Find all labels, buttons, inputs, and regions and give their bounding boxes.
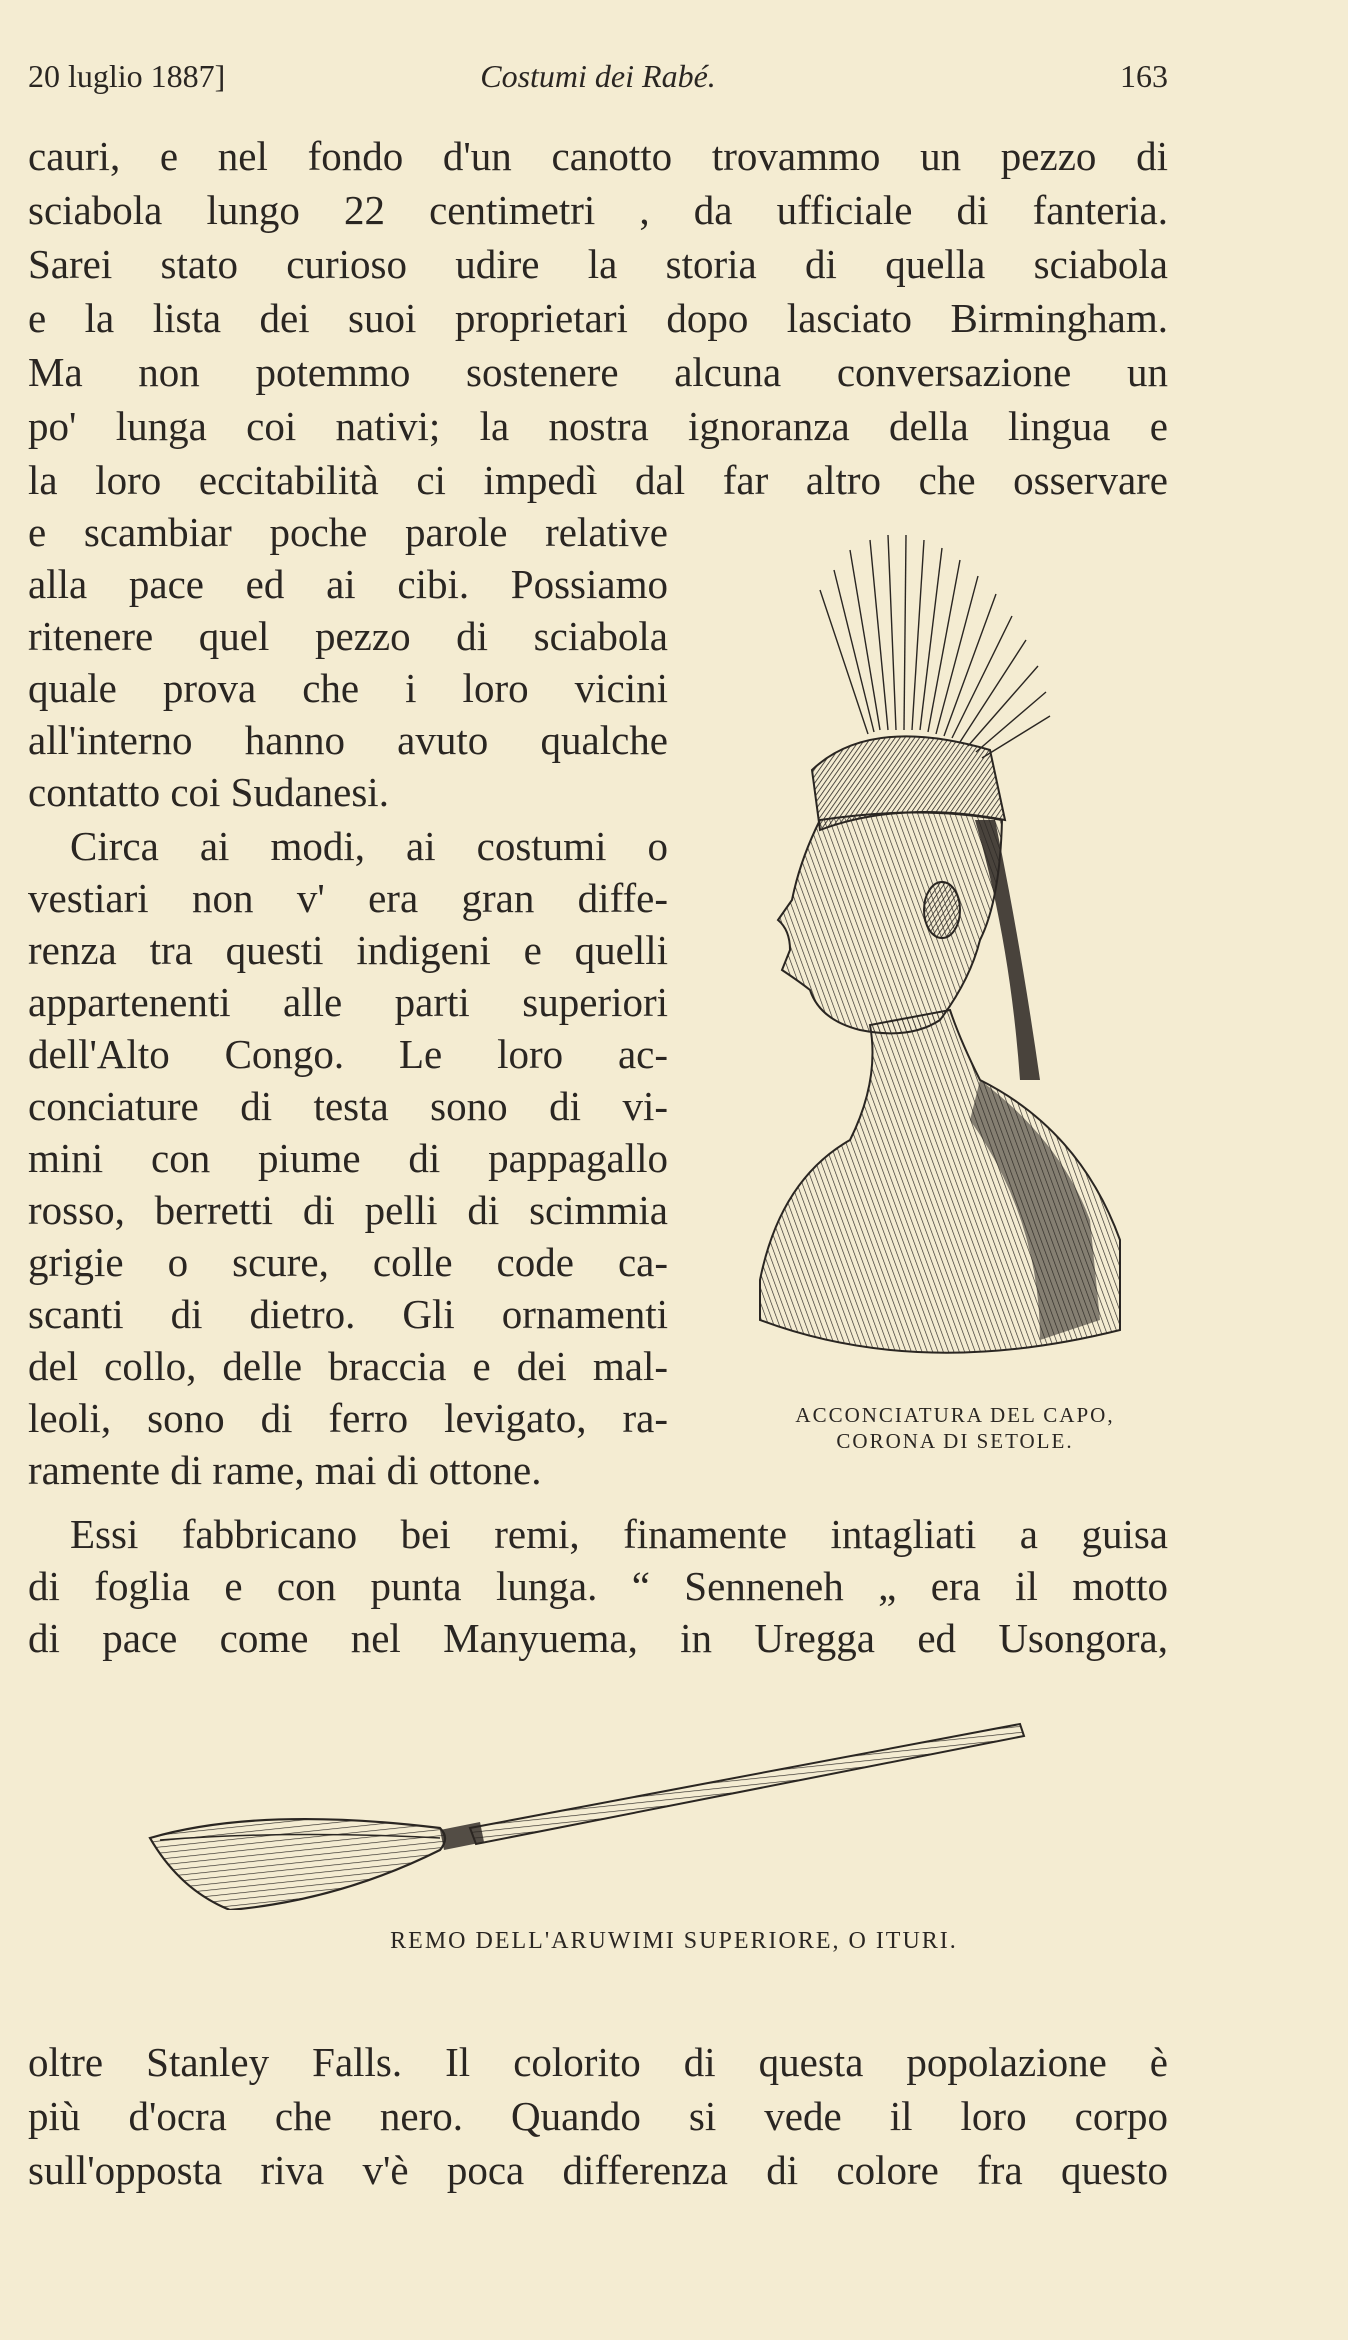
running-head: [28, 58, 1168, 106]
text-line: dell'Alto Congo. Le loro ac-: [28, 1031, 668, 1077]
bristle-crown: [820, 535, 1050, 758]
text-line: ramente di rame, mai di ottone.: [28, 1447, 542, 1493]
portrait-caption-line2: CORONA DI SETOLE.: [836, 1429, 1074, 1453]
text-line: Sarei stato curioso udire la storia di quella sciabola: [28, 241, 1168, 287]
running-head-date: 20 luglio 1887]: [28, 58, 226, 94]
text-line: più d'ocra che nero. Quando si vede il loro corpo: [28, 2093, 1168, 2139]
text-line: e scambiar poche parole relative: [28, 509, 668, 555]
portrait-caption-line1: ACCONCIATURA DEL CAPO,: [795, 1403, 1115, 1427]
text-line: contatto coi Sudanesi.: [28, 769, 389, 815]
text-line: sciabola lungo 22 centimetri , da ufficiale di fanteria.: [28, 187, 1168, 233]
text-line: leoli, sono di ferro levigato, ra-: [28, 1395, 668, 1441]
paddle-blade: [150, 1819, 445, 1910]
text-line: la loro eccitabilità ci impedì dal far altro che osservare: [28, 457, 1168, 503]
running-head-title: Costumi dei Rabé.: [480, 58, 716, 94]
text-line: vestiari non v' era gran diffe-: [28, 875, 668, 921]
text-line: sull'opposta riva v'è poca differenza di colore fra questo: [28, 2147, 1168, 2193]
text-line: mini con piume di pappagallo: [28, 1135, 668, 1181]
text-line: grigie o scure, colle code ca-: [28, 1239, 668, 1285]
text-line: quale prova che i loro vicini: [28, 665, 668, 711]
text-line: appartenenti alle parti superiori: [28, 979, 668, 1025]
text-line: rosso, berretti di pelli di scimmia: [28, 1187, 668, 1233]
text-line: conciature di testa sono di vi-: [28, 1083, 668, 1129]
text-line: oltre Stanley Falls. Il colorito di questa popolazione è: [28, 2039, 1168, 2085]
face: [778, 813, 1002, 1034]
text-line: ritenere quel pezzo di sciabola: [28, 613, 668, 659]
text-line: alla pace ed ai cibi. Possiamo: [28, 561, 668, 607]
text-line: po' lunga coi nativi; la nostra ignoranza della lingua e: [28, 403, 1168, 449]
page-number: 163: [1120, 58, 1168, 94]
text-line: scanti di dietro. Gli ornamenti: [28, 1291, 668, 1337]
text-line: di pace come nel Manyuema, in Uregga ed Usongora,: [28, 1615, 1168, 1661]
text-line: Essi fabbricano bei remi, finamente intagliati a guisa: [70, 1511, 1168, 1557]
portrait-engraving: [720, 520, 1160, 1380]
text-line: Circa ai modi, ai costumi o: [70, 823, 668, 869]
text-line: del collo, delle braccia e dei mal-: [28, 1343, 668, 1389]
text-line: di foglia e con punta lunga. “ Senneneh „ era il motto: [28, 1563, 1168, 1609]
text-line: renza tra questi indigeni e quelli: [28, 927, 668, 973]
text-line: cauri, e nel fondo d'un canotto trovammo un pezzo di: [28, 133, 1168, 179]
text-line: all'interno hanno avuto qualche: [28, 717, 668, 763]
paddle-engraving: [140, 1710, 1040, 1910]
text-line: e la lista dei suoi proprietari dopo lasciato Birmingham.: [28, 295, 1168, 341]
text-line: Ma non potemmo sostenere alcuna conversazione un: [28, 349, 1168, 395]
paddle-caption: REMO DELL'ARUWIMI SUPERIORE, O ITURI.: [390, 1928, 958, 1954]
